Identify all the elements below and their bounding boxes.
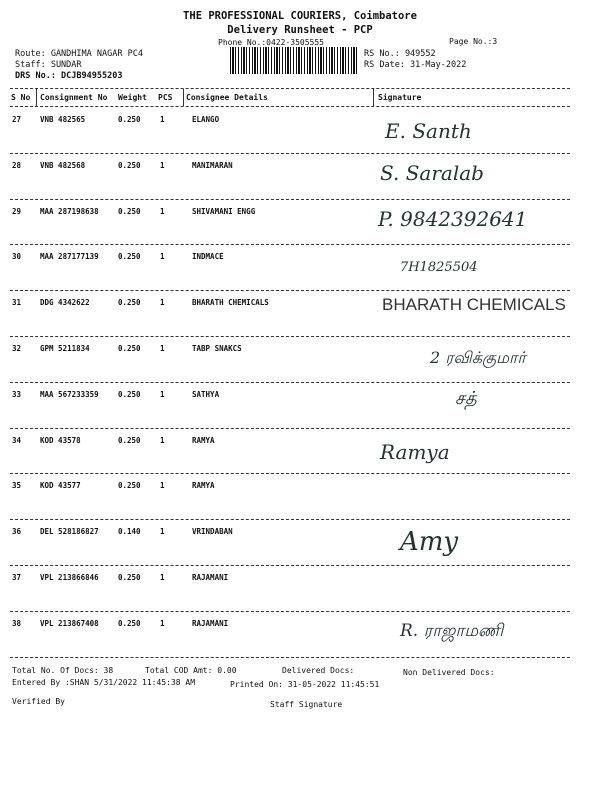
row-consignment: DDG 4342622 (40, 298, 90, 308)
col-consignee: Consignee Details (186, 93, 268, 102)
signature: E. Santh (385, 119, 472, 143)
row-consignment: VPL 213866846 (40, 573, 99, 582)
total-docs: Total No. Of Docs: 38 (12, 666, 114, 675)
row-pcs: 1 (160, 206, 165, 216)
col-signature: Signature (378, 93, 422, 102)
row-pcs: 1 (160, 344, 165, 353)
divider (10, 519, 570, 520)
row-weight: 0.250 (118, 481, 141, 491)
route-info (15, 49, 143, 82)
verified-by: Verified By (12, 697, 65, 706)
signature: 7H1825504 (400, 260, 478, 276)
row-consignee: BHARATH CHEMICALS (192, 298, 269, 308)
row-weight: 0.250 (118, 206, 141, 216)
row-weight: 0.250 (118, 298, 141, 308)
phone-number: Phone No.:0422-3505555 (218, 38, 324, 47)
row-sno: 35 (12, 481, 22, 491)
col-separator (373, 89, 374, 106)
row-sno: 29 (12, 206, 22, 216)
staff-signature: Staff Signature (270, 700, 343, 709)
divider (10, 611, 570, 612)
divider (10, 88, 570, 89)
divider (10, 290, 570, 291)
row-consignment: VNB 482568 (40, 160, 86, 170)
row-consignment: KOD 43577 (40, 481, 81, 491)
non-delivered-docs: Non Delivered Docs: (403, 668, 495, 677)
col-consignment: Consignment No (40, 93, 108, 102)
row-consignee: SATHYA (192, 389, 220, 399)
row-consignee: RAJAMANI (192, 618, 229, 628)
printed-on: Printed On: 31-05-2022 11:45:51 (230, 680, 380, 689)
row-sno: 34 (12, 435, 22, 445)
row-consignee: VRINDABAN (192, 527, 233, 537)
row-pcs: 1 (160, 527, 165, 537)
drs-number: DRS No.: DCJB94955203 (15, 71, 123, 81)
signature: R. ராஜாமணி (400, 620, 504, 641)
row-consignee: RAJAMANI (192, 573, 229, 582)
col-separator (36, 89, 37, 106)
signature: BHARATH CHEMICALS (382, 295, 566, 315)
row-consignment: MAA 287177139 (40, 252, 99, 262)
divider (10, 199, 570, 200)
rs-date: RS Date: 31-May-2022 (364, 60, 467, 70)
row-sno: 32 (12, 344, 22, 353)
divider (10, 153, 570, 154)
barcode (230, 47, 358, 74)
col-weight: Weight (118, 93, 147, 102)
row-consignee: ELANGO (192, 115, 220, 124)
row-sno: 30 (12, 252, 22, 262)
row-consignment: GPM 5211834 (40, 344, 90, 353)
divider (10, 428, 570, 429)
row-pcs: 1 (160, 435, 165, 445)
divider (10, 244, 570, 245)
divider (10, 473, 570, 474)
row-consignee: RAMYA (192, 481, 215, 491)
row-pcs: 1 (160, 618, 165, 628)
row-consignee: SHIVAMANI ENGG (192, 206, 256, 216)
row-pcs: 1 (160, 115, 165, 124)
row-sno: 38 (12, 618, 22, 628)
row-consignee: INDMACE (192, 252, 224, 262)
rs-number: RS No.: 949552 (364, 49, 436, 59)
col-separator (183, 89, 184, 106)
rs-info (364, 49, 466, 71)
row-consignment: VNB 482565 (40, 115, 86, 124)
row-pcs: 1 (160, 389, 165, 399)
divider (10, 336, 570, 337)
divider (10, 106, 570, 107)
row-pcs: 1 (160, 573, 165, 582)
route: Route: GANDHIMA NAGAR PC4 (15, 49, 143, 59)
row-pcs: 1 (160, 481, 165, 491)
staff: Staff: SUNDAR (15, 60, 82, 70)
row-consignment: MAA 287198638 (40, 206, 99, 216)
row-sno: 37 (12, 573, 22, 582)
row-weight: 0.250 (118, 252, 141, 262)
company-title: THE PROFESSIONAL COURIERS, Coimbatore (183, 10, 417, 22)
row-weight: 0.250 (118, 344, 141, 353)
signature: Amy (400, 527, 459, 558)
runsheet-subtitle: Delivery Runsheet - PCP (227, 24, 373, 36)
divider (10, 382, 570, 383)
entered-by: Entered By :SHAN 5/31/2022 11:45:38 AM (12, 678, 196, 687)
row-consignee: RAMYA (192, 435, 215, 445)
row-sno: 36 (12, 527, 22, 537)
col-pcs: PCS (158, 93, 173, 102)
signature: சத் (455, 387, 477, 409)
row-consignment: VPL 213867408 (40, 618, 99, 628)
total-cod: Total COD Amt: 0.00 (145, 666, 237, 675)
row-consignment: MAA 567233359 (40, 389, 99, 399)
row-sno: 27 (12, 115, 22, 124)
row-weight: 0.140 (118, 527, 141, 537)
row-pcs: 1 (160, 160, 165, 170)
row-sno: 33 (12, 389, 22, 399)
col-sno: S No (11, 93, 31, 102)
signature: P. 9842392641 (378, 206, 528, 231)
row-weight: 0.250 (118, 115, 141, 124)
row-consignment: KOD 43578 (40, 435, 81, 445)
row-weight: 0.250 (118, 435, 141, 445)
row-consignment: DEL 528186827 (40, 527, 99, 537)
row-sno: 31 (12, 298, 22, 308)
page-number: Page No.:3 (449, 37, 498, 46)
signature: Ramya (380, 439, 450, 464)
row-weight: 0.250 (118, 618, 141, 628)
signature: 2 ரவிக்குமார் (430, 348, 526, 367)
row-consignee: TABP SNAKCS (192, 344, 242, 353)
row-consignee: MANIMARAN (192, 160, 233, 170)
signature: S. Saralab (380, 160, 484, 185)
row-weight: 0.250 (118, 573, 141, 582)
row-weight: 0.250 (118, 389, 141, 399)
divider (10, 657, 570, 658)
row-pcs: 1 (160, 298, 165, 308)
row-sno: 28 (12, 160, 22, 170)
row-weight: 0.250 (118, 160, 141, 170)
row-pcs: 1 (160, 252, 165, 262)
delivered-docs: Delivered Docs: (282, 666, 355, 675)
divider (10, 565, 570, 566)
